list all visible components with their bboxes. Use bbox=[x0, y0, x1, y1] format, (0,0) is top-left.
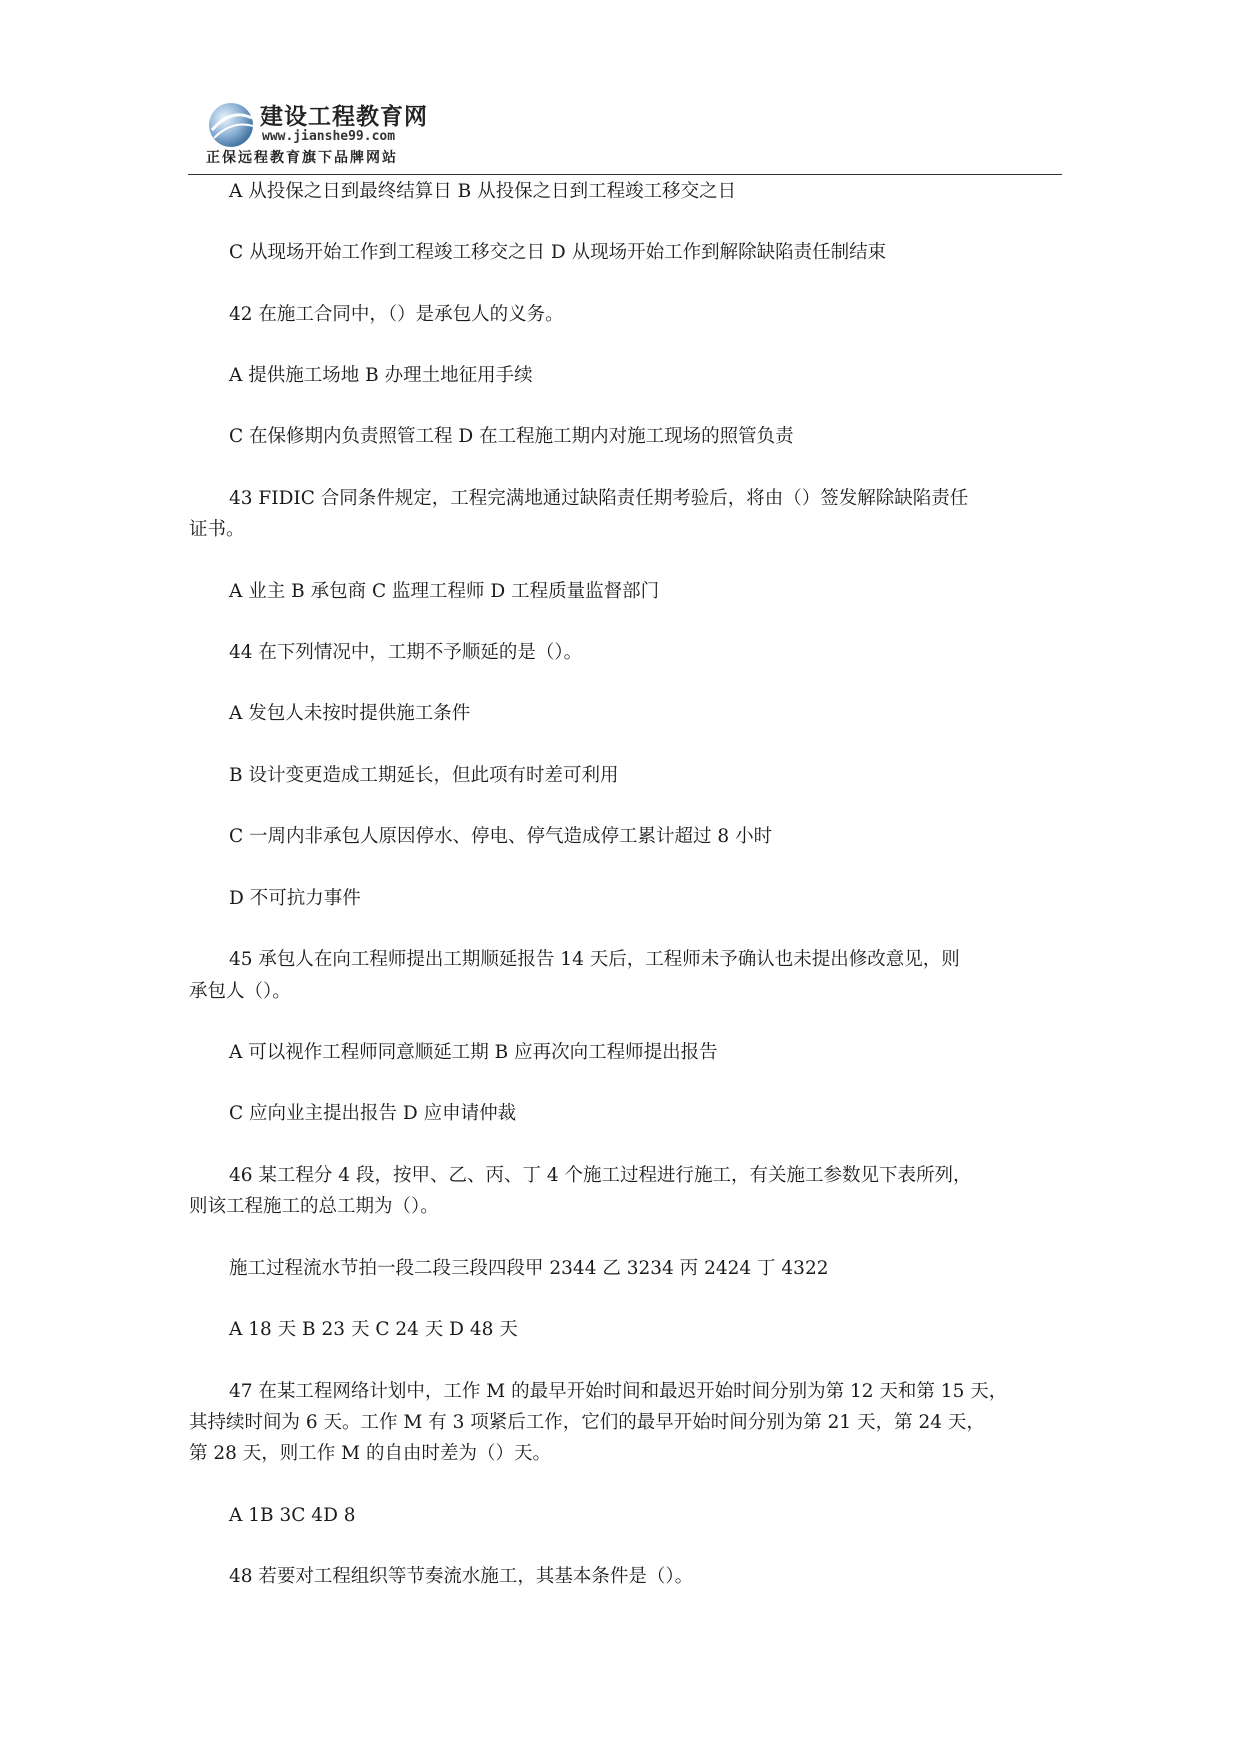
text-line: C 在保修期内负责照管工程 D 在工程施工期内对施工现场的照管负责 bbox=[229, 426, 794, 447]
text-line: C 应向业主提出报告 D 应申请仲裁 bbox=[229, 1103, 517, 1124]
text-line: B 设计变更造成工期延长，但此项有时差可利用 bbox=[229, 765, 619, 786]
question-43: 43 FIDIC 合同条件规定，工程完满地通过缺陷责任期考验后，将由（）签发解除缺陷责任 bbox=[229, 488, 969, 509]
text-line: 承包人（）。 bbox=[189, 981, 291, 1002]
text-line: A 提供施工场地 B 办理土地征用手续 bbox=[229, 365, 533, 386]
text-line: A 1B 3C 4D 8 bbox=[229, 1505, 356, 1526]
text-line: C 从现场开始工作到工程竣工移交之日 D 从现场开始工作到解除缺陷责任制结束 bbox=[229, 242, 887, 263]
text-line: A 18 天 B 23 天 C 24 天 D 48 天 bbox=[229, 1319, 518, 1340]
text-line: 则该工程施工的总工期为（）。 bbox=[189, 1196, 439, 1217]
logo-title: 建设工程教育网 bbox=[260, 104, 428, 130]
question-45: 45 承包人在向工程师提出工期顺延报告 14 天后，工程师未予确认也未提出修改意见，则 bbox=[229, 949, 960, 970]
text-line: A 业主 B 承包商 C 监理工程师 D 工程质量监督部门 bbox=[229, 581, 660, 602]
text-line: 证书。 bbox=[189, 519, 245, 540]
text-line: A 发包人未按时提供施工条件 bbox=[229, 703, 471, 724]
question-48: 48 若要对工程组织等节奏流水施工，其基本条件是（）。 bbox=[229, 1566, 694, 1587]
text-line: C 一周内非承包人原因停水、停电、停气造成停工累计超过 8 小时 bbox=[229, 826, 773, 847]
text-line: D 不可抗力事件 bbox=[229, 888, 361, 909]
logo-url: www.jianshe99.com bbox=[262, 129, 396, 144]
text-line: A 可以视作工程师同意顺延工期 B 应再次向工程师提出报告 bbox=[229, 1042, 718, 1063]
logo-slogan: 正保远程教育旗下品牌网站 bbox=[206, 150, 398, 166]
question-42: 42 在施工合同中，（）是承包人的义务。 bbox=[229, 304, 564, 325]
text-line: 其持续时间为 6 天。工作 M 有 3 项紧后工作，它们的最早开始时间分别为第 21 天，第 24 天， bbox=[189, 1412, 985, 1433]
question-46: 46 某工程分 4 段，按甲、乙、丙、丁 4 个施工过程进行施工，有关施工参数见下表所列， bbox=[229, 1165, 972, 1186]
question-44: 44 在下列情况中，工期不予顺延的是（）。 bbox=[229, 642, 583, 663]
text-line: 第 28 天，则工作 M 的自由时差为（）天。 bbox=[189, 1443, 552, 1464]
text-line: A 从投保之日到最终结算日 B 从投保之日到工程竣工移交之日 bbox=[229, 181, 737, 202]
text-line: 施工过程流水节拍一段二段三段四段甲 2344 乙 3234 丙 2424 丁 4322 bbox=[229, 1258, 829, 1279]
question-47: 47 在某工程网络计划中，工作 M 的最早开始时间和最迟开始时间分别为第 12 天和第 15 天， bbox=[229, 1381, 1008, 1402]
